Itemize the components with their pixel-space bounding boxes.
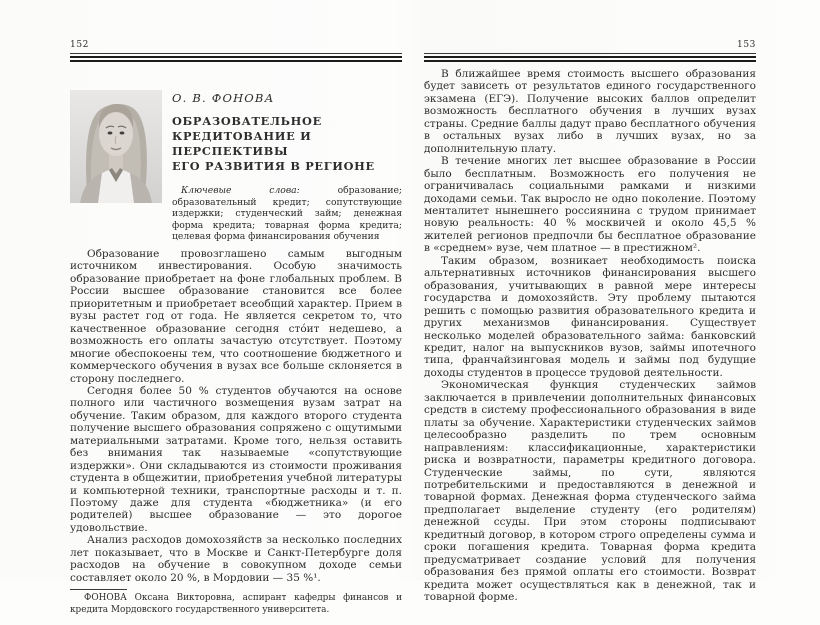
keywords-block: [172, 185, 402, 243]
author-name: О. В. ФОНОВА: [172, 91, 275, 105]
running-head-right: [424, 40, 756, 54]
paragraph: Образование провозглашено самым выгодным источником инвестирования. Особую значимость образование приобретает на фоне глобальных проблем. В России высшее образование становится все более приоритетным и приобретает всеобщий характер. Прием в вузы растет год от года. Не является секретом то, что качественное образование сегодня сто́ит недешево, а возможность его оплаты зачастую отсутствует. Поэтому многие обеспокоены тем, что соотношение бюджетного и коммерческого обучения в вузах все больше склоняется в сторону последнего.: [70, 247, 402, 385]
paragraph: В ближайшее время стоимость высшего образования будет зависеть от результатов единого государственного экзамена (ЕГЭ). Получение высоких баллов определит возможность бесплатного обучения в лучших вузах страны. Средние баллы дадут право бесплатного обучения в остальных вузах либо в лучших вузах, но за дополнительную плату.: [424, 68, 756, 155]
paragraph: Анализ расходов домохозяйств за несколько последних лет показывает, что в Москве и Санкт-Петербурге доля расходов на обучение в совокупном доходе семьи составляет около 20 %, в Мордовии — 35 %¹.: [70, 534, 402, 584]
article-title-line-2: КРЕДИТОВАНИЕ И ПЕРСПЕКТИВЫ: [172, 129, 312, 158]
head-double-rule-right: [424, 56, 756, 62]
keywords-text: образование; образовательный кредит; сопутствующие издержки; студенческий займ; денежная форма кредита; товарная форма кредита; целевая форма финансирования обучения: [172, 185, 402, 243]
author-portrait-photo: [70, 90, 162, 203]
paragraph: В течение многих лет высшее образование в России было бесплатным. Возможность его получения не ограничивалась социальными рамками и низкими доходами семьи. Так выросло не одно поколение. Поэтому менталитет нынешнего россиянина с трудом принимает новую реальность: 40 % москвичей и около 45,5 % жителей регионов предпочли бы бесплатное образование в «среднем» вузе, чем платное — в престижном².: [424, 155, 756, 255]
paragraph: Экономическая функция студенческих займов заключается в привлечении дополнительных финансовых средств в систему профессионального образования в виде платы за обучение. Характеристики студенческих займов целесообразно разделить по трем основным направлениям: классификационные, характеристики риска и возвратности, параметры кредитного договора. Студенческие займы, по сути, являются потребительскими и предоставляются в денежной и товарной формах. Денежная форма студенческого займа предполагает выделение студенту (его родителям) денежной ссуды. При этом стороны подписывают кредитный договор, в котором строго определены сумма и сроки погашения кредита. Товарная форма кредита предусматривает создание условий для получения образования без прямой оплаты его стоимости. Возврат кредита может осуществляться как в денежной, так и товарной форме.: [424, 379, 756, 604]
running-head-left: [70, 40, 402, 54]
author-footnote: ФОНОВА Оксана Викторовна, аспирант кафедры финансов и кредита Мордовского государственного университета.: [70, 593, 402, 615]
page-number-right: 153: [737, 40, 756, 50]
page-right: [424, 40, 756, 603]
article-title: [172, 114, 402, 174]
article-title-line-3: ЕГО РАЗВИТИЯ В РЕГИОНЕ: [172, 159, 375, 173]
author-portrait-illustration: [70, 90, 162, 203]
keywords-label: Ключевые слова:: [181, 185, 300, 196]
paragraph: Сегодня более 50 % студентов обучаются на основе полного или частичного возмещения вузам затрат на обучение. Таким образом, для каждого второго студента получение высшего образования сопряжено с ощутимыми материальными затратами. Кроме того, нельзя оставить без внимания так называемые «сопутствующие издержки». Они складываются из стоимости проживания студента в общежитии, приобретения учебной литературы и компьютерной техники, транспортные расходы и т. п. Поэтому даже для студента «бюджетника» (и его родителей) высшее образование — это дорогое удовольствие.: [70, 384, 402, 534]
body-text-right: [424, 68, 756, 603]
page-number-left: 152: [70, 40, 89, 50]
article-title-line-1: ОБРАЗОВАТЕЛЬНОЕ: [172, 114, 322, 128]
page-left: [70, 40, 402, 625]
footnote-separator: [70, 589, 127, 590]
body-text-left: [70, 248, 402, 584]
head-double-rule-left: [70, 56, 402, 62]
paragraph: Таким образом, возникает необходимость поиска альтернативных источников финансирования высшего образования, учитывающих в равной мере интересы государства и домохозяйств. Эту проблему пытаются решить с помощью развития образовательного кредита и других механизмов финансирования. Существует несколько моделей образовательного займа: банковский кредит, налог на выпускников вузов, займы ипотечного типа, франчайзинговая модель и займы под будущие доходы студентов в процессе трудовой деятельности.: [424, 254, 756, 379]
